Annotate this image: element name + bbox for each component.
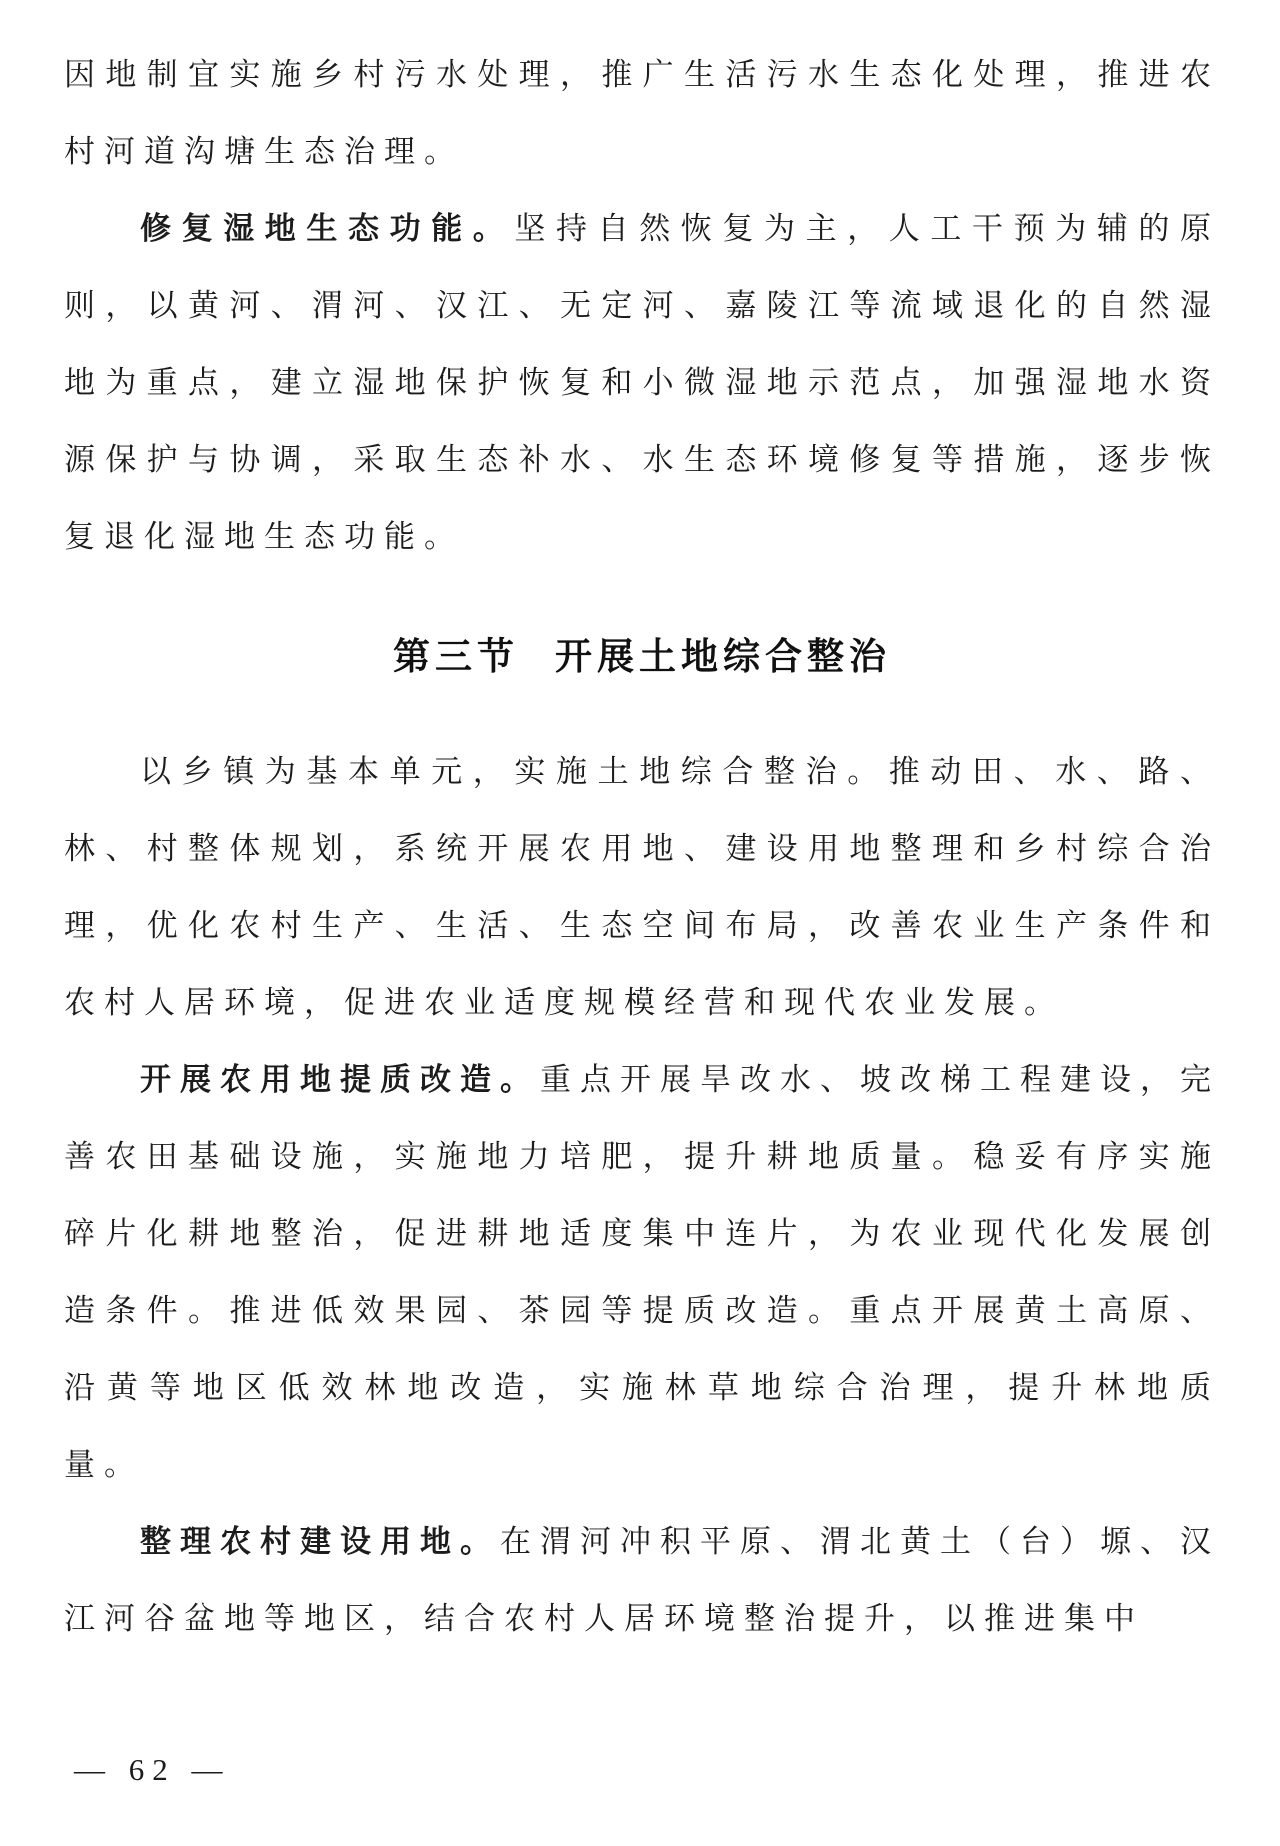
page-number	[74, 1752, 231, 1788]
paragraph-wetland-restoration	[64, 190, 1220, 575]
paragraph-farmland-quality-improvement	[64, 1041, 1220, 1503]
document-text-block	[64, 36, 1220, 1657]
paragraph-lead: 修复湿地生态功能。	[140, 211, 515, 246]
section-heading-title: 开展土地综合整治	[555, 636, 891, 677]
paragraph-continuation	[64, 36, 1220, 190]
paragraph-land-consolidation-intro	[64, 733, 1220, 1041]
paragraph-lead: 整理农村建设用地。	[140, 1524, 500, 1559]
paragraph-lead: 开展农用地提质改造。	[140, 1062, 540, 1097]
page-number-label: — 62 —	[74, 1752, 231, 1787]
section-heading-number: 第三节	[393, 636, 519, 677]
paragraph-text: 重点开展旱改水、坡改梯工程建设，完善农田基础设施，实施地力培肥，提升耕地质量。稳妥有序实施碎片化耕地整治，促进耕地适度集中连片，为农业现代化发展创造条件。推进低效果园、茶园等提质改造。重点开展黄土高原、沿黄等地区低效林地改造，实施林草地综合治理，提升林地质量。	[64, 1062, 1220, 1482]
paragraph-text: 在渭河冲积平原、渭北黄土（台）塬、汉江河谷盆地等地区，结合农村人居环境整治提升，以推进集中	[64, 1524, 1220, 1636]
paragraph-text: 以乡镇为基本单元，实施土地综合整治。推动田、水、路、林、村整体规划，系统开展农用地、建设用地整理和乡村综合治理，优化农村生产、生活、生态空间布局，改善农业生产条件和农村人居环境，促进农业适度规模经营和现代农业发展。	[64, 754, 1220, 1020]
paragraph-rural-construction-land	[64, 1503, 1220, 1657]
section-heading	[64, 629, 1220, 685]
paragraph-text: 坚持自然恢复为主，人工干预为辅的原则，以黄河、渭河、汉江、无定河、嘉陵江等流域退化的自然湿地为重点，建立湿地保护恢复和小微湿地示范点，加强湿地水资源保护与协调，采取生态补水、水生态环境修复等措施，逐步恢复退化湿地生态功能。	[64, 211, 1221, 554]
paragraph-text: 因地制宜实施乡村污水处理，推广生活污水生态化处理，推进农村河道沟塘生态治理。	[64, 57, 1220, 169]
